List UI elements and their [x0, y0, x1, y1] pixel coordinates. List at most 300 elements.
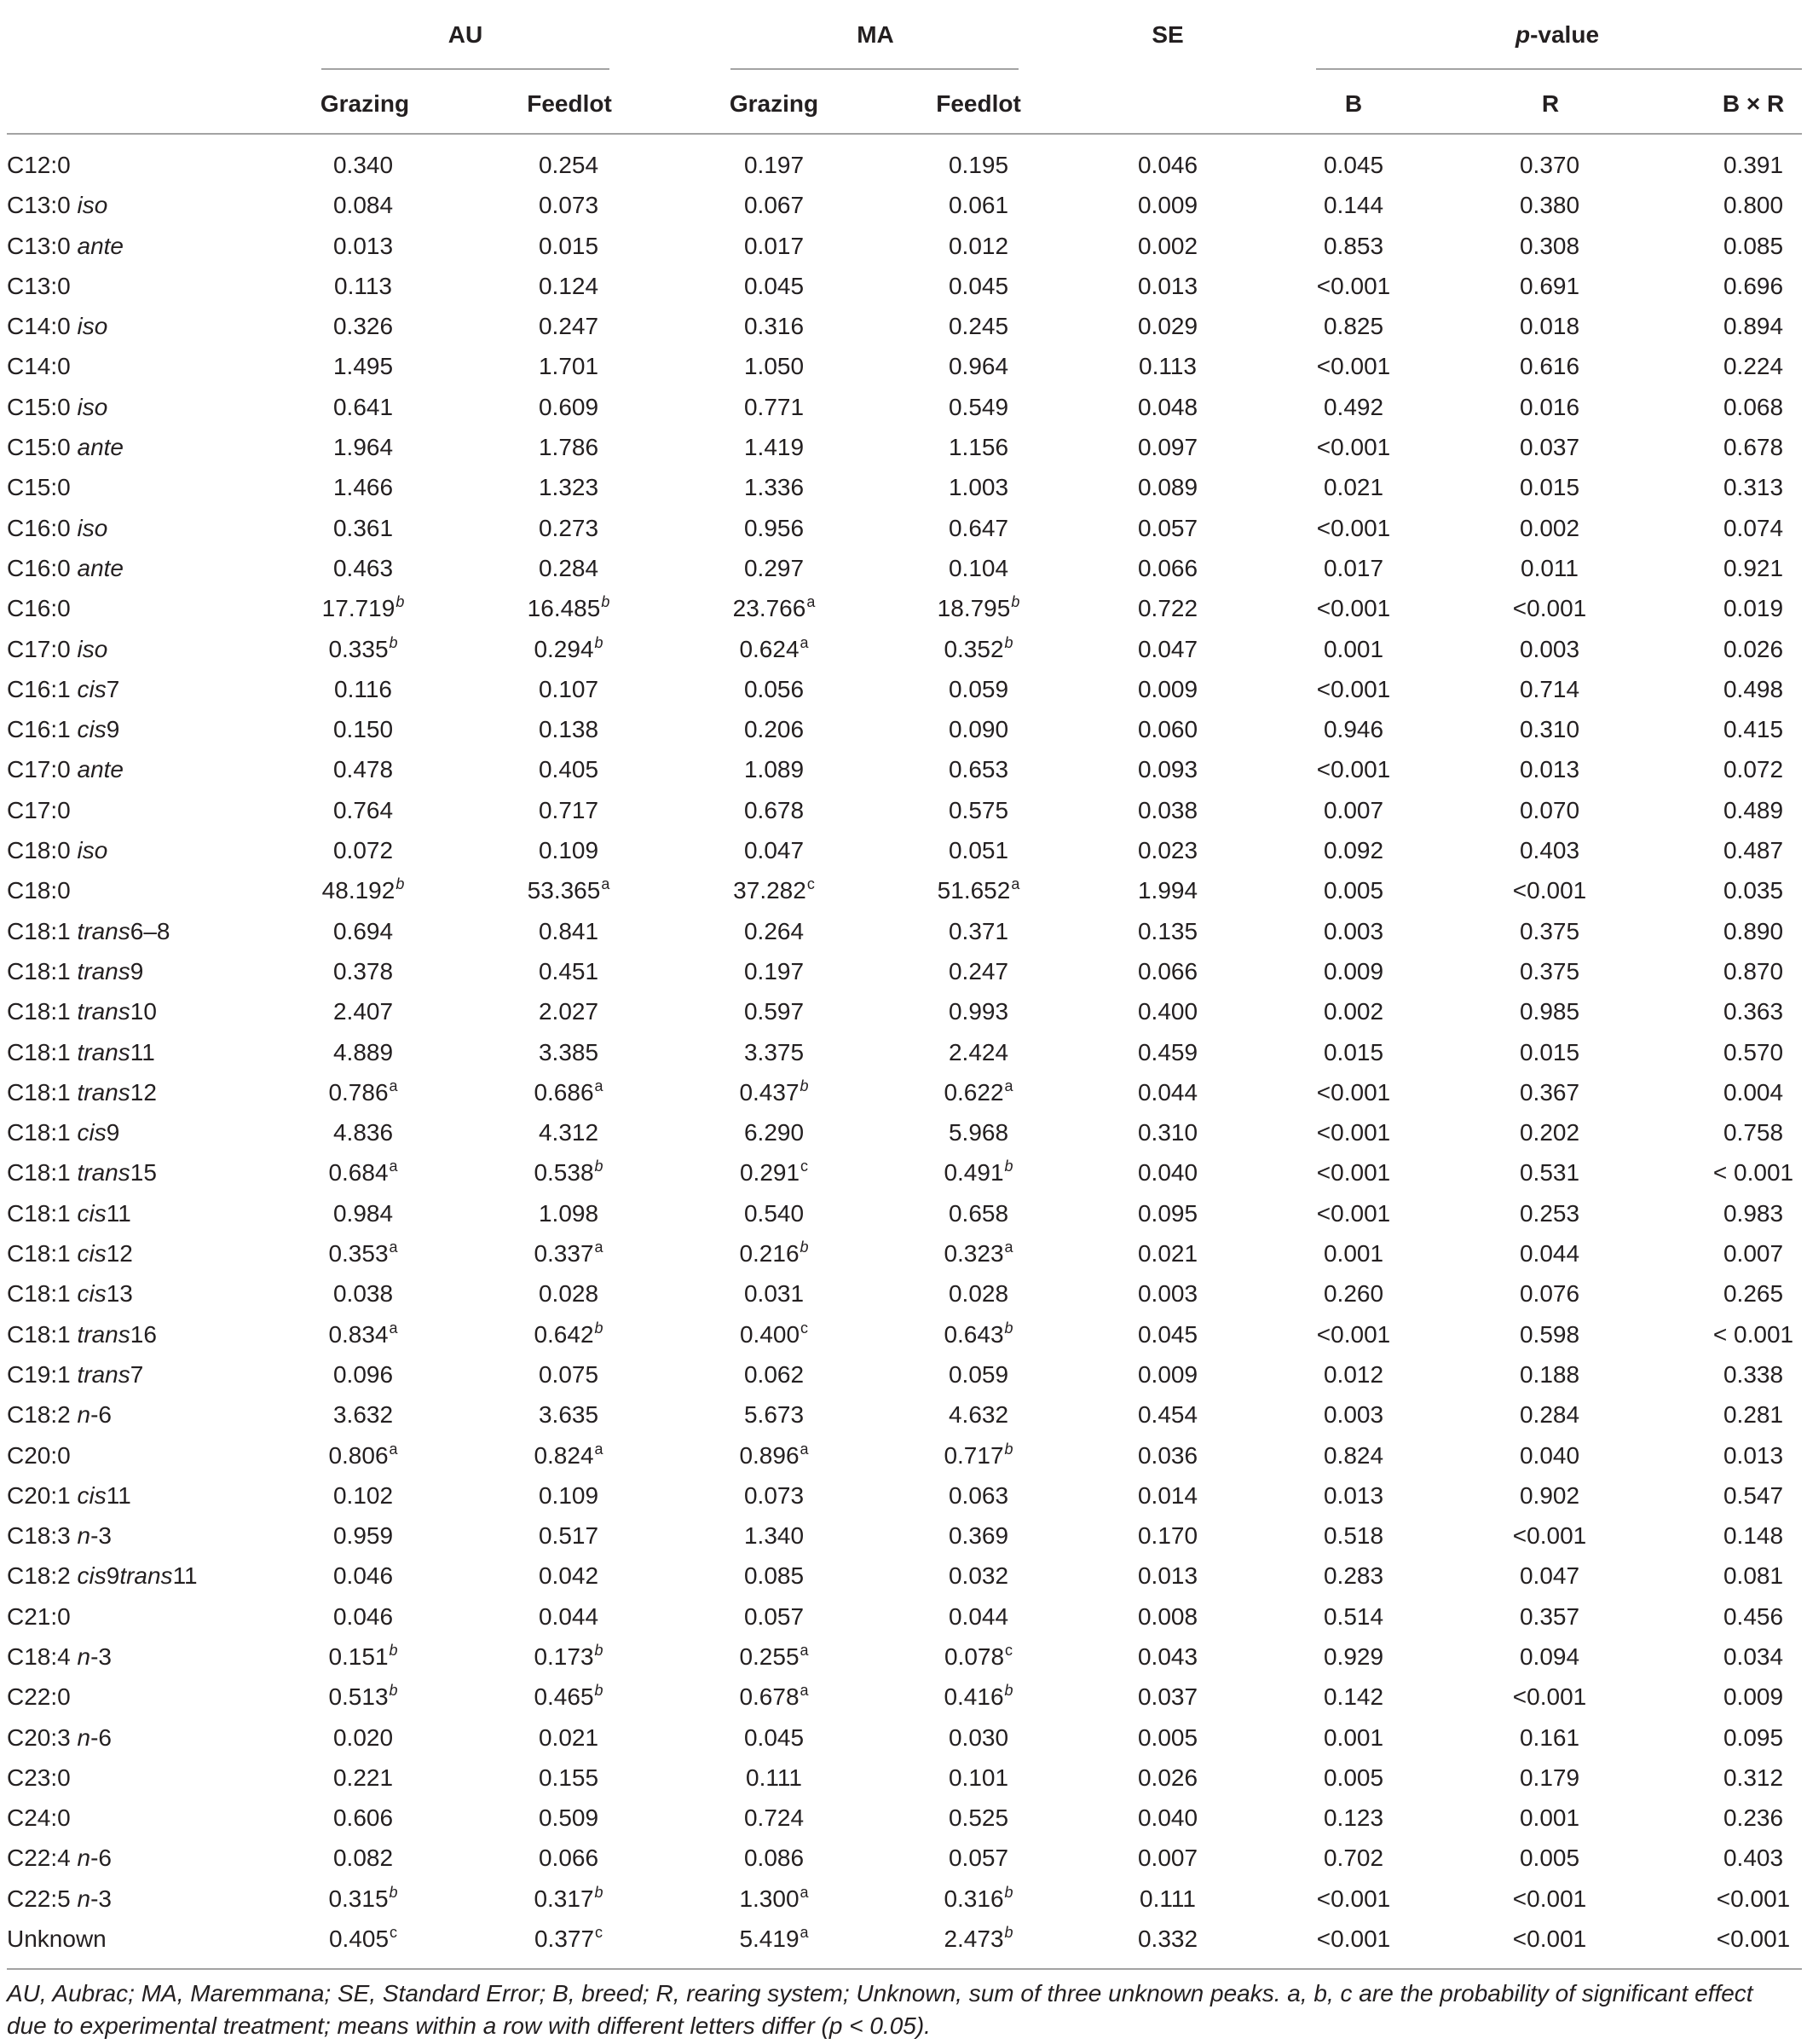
- header-bottom-rule: [7, 133, 1802, 135]
- ma-feedlot-value: [938, 588, 1020, 628]
- p-value-breed: [1324, 991, 1383, 1031]
- ma-grazing-value: [744, 790, 804, 830]
- cell-value: 0.017: [1323, 554, 1384, 581]
- fatty-acid-label: [7, 749, 124, 789]
- p-value-rearing: [1520, 1314, 1579, 1354]
- cell-value: 0.066: [1137, 957, 1198, 984]
- cell-value: 0.016: [1519, 393, 1580, 420]
- label-modifier: iso: [77, 393, 108, 420]
- label-text: C20:0: [7, 1441, 71, 1469]
- label-modifier: iso: [77, 837, 108, 864]
- cell-value: 0.686: [534, 1078, 594, 1106]
- cell-value: 5.673: [743, 1401, 805, 1429]
- cell-value: 0.415: [1723, 716, 1784, 743]
- cell-value: 0.456: [1723, 1602, 1784, 1630]
- p-value-rearing: [1521, 548, 1579, 588]
- significance-letter: a: [806, 593, 816, 611]
- au-feedlot-value: [539, 1394, 598, 1435]
- label-text: C22:0: [7, 1683, 71, 1711]
- cell-value: 2.424: [948, 1038, 1009, 1065]
- cell-value: 0.247: [538, 313, 599, 340]
- au-grazing-value: [333, 1354, 393, 1394]
- cell-value: 17.719: [321, 595, 395, 622]
- ma-feedlot-value: [949, 1597, 1008, 1637]
- label-modifier: ante: [77, 434, 124, 461]
- se-value: [1138, 790, 1198, 830]
- significance-letter: b: [800, 1239, 809, 1256]
- p-value-breed: [1324, 1516, 1383, 1556]
- cell-value: 0.487: [1723, 837, 1784, 864]
- cell-value: 0.021: [538, 1724, 599, 1751]
- footnote-line: due to experimental treatment; means within a row with different letters differ (p < 0.05).: [7, 2012, 931, 2039]
- cell-value: 0.072: [332, 837, 394, 864]
- cell-value: 0.072: [1723, 756, 1784, 783]
- cell-value: 0.038: [332, 1280, 394, 1308]
- p-value-interaction: [1723, 427, 1783, 467]
- fatty-acid-label: [7, 1718, 112, 1758]
- se-value: [1138, 1233, 1198, 1273]
- au-feedlot-value: [539, 1718, 598, 1758]
- cell-value: 4.632: [948, 1401, 1009, 1429]
- significance-letter: b: [594, 1883, 603, 1901]
- ma-grazing-value: [744, 306, 804, 346]
- label-text: C13:0: [7, 192, 78, 219]
- cell-value: 0.012: [1323, 1360, 1384, 1388]
- au-feedlot-value: [539, 1516, 598, 1556]
- fatty-acid-label: [7, 1233, 133, 1273]
- au-grazing-value: [333, 1718, 393, 1758]
- au-grazing-value: [333, 1516, 393, 1556]
- label-text: C18:1: [7, 1280, 78, 1308]
- table-row: [0, 629, 1807, 669]
- significance-letter: a: [800, 1440, 809, 1458]
- p-value-rearing: [1520, 1032, 1579, 1072]
- cell-value: 0.647: [948, 514, 1009, 541]
- cell-value: 0.013: [1723, 1441, 1784, 1469]
- cell-value: 0.371: [948, 917, 1009, 944]
- fatty-acid-label: [7, 951, 143, 991]
- table-row: [0, 1193, 1807, 1233]
- ma-feedlot-value: [949, 830, 1008, 870]
- au-grazing-value: [322, 588, 405, 628]
- au-grazing-value: [333, 991, 393, 1031]
- cell-value: <0.001: [1316, 353, 1391, 380]
- cell-value: 0.598: [1519, 1320, 1580, 1348]
- fatty-acid-label: [7, 427, 124, 467]
- significance-letter: a: [1011, 875, 1020, 893]
- cell-value: 0.123: [1323, 1804, 1384, 1832]
- header-se: SE: [1152, 21, 1184, 48]
- se-value: [1138, 749, 1198, 789]
- cell-value: 0.834: [328, 1320, 389, 1348]
- fatty-acid-label: [7, 548, 124, 588]
- cell-value: 0.015: [1519, 1038, 1580, 1065]
- ma-feedlot-value: [944, 1879, 1013, 1919]
- au-grazing-value: [328, 1152, 397, 1192]
- ma-grazing-value: [744, 1193, 804, 1233]
- ma-feedlot-value: [949, 185, 1008, 225]
- cell-value: 0.622: [944, 1078, 1004, 1106]
- ma-grazing-value: [739, 1637, 808, 1677]
- cell-value: 0.380: [1519, 192, 1580, 219]
- cell-value: 3.385: [538, 1038, 599, 1065]
- cell-value: 0.454: [1137, 1401, 1198, 1429]
- cell-value: 0.044: [1519, 1240, 1580, 1267]
- cell-value: 0.197: [743, 957, 805, 984]
- ma-grazing-value: [744, 1112, 804, 1152]
- ma-grazing-value: [744, 830, 804, 870]
- cell-value: 0.691: [1519, 272, 1580, 299]
- label-text: 16: [130, 1320, 157, 1348]
- ma-grazing-value: [744, 709, 804, 749]
- p-value-rearing: [1520, 1233, 1579, 1273]
- p-value-interaction: [1723, 346, 1783, 386]
- p-value-breed: [1317, 1112, 1390, 1152]
- cell-value: 0.044: [948, 1602, 1009, 1630]
- p-value-breed: [1324, 1637, 1383, 1677]
- cell-value: 0.758: [1723, 1119, 1784, 1146]
- ma-feedlot-value: [949, 1838, 1008, 1878]
- cell-value: 0.155: [538, 1764, 599, 1791]
- cell-value: 0.046: [332, 1562, 394, 1590]
- cell-value: 0.057: [743, 1602, 805, 1630]
- p-value-interaction: [1723, 266, 1783, 306]
- label-text: C13:0: [7, 232, 78, 259]
- label-modifier: ante: [77, 554, 124, 581]
- label-text: -3: [90, 1643, 112, 1670]
- p-value-rearing: [1513, 1879, 1586, 1919]
- table-row: [0, 1394, 1807, 1435]
- ma-feedlot-value: [949, 1032, 1008, 1072]
- se-value: [1138, 427, 1198, 467]
- se-value: [1138, 266, 1198, 306]
- p-value-interaction: [1723, 669, 1783, 709]
- se-value: [1138, 548, 1198, 588]
- cell-value: 0.042: [538, 1562, 599, 1590]
- significance-letter: a: [1004, 1077, 1013, 1094]
- p-value-rearing: [1520, 1838, 1579, 1878]
- label-text: C18:1: [7, 917, 78, 944]
- cell-value: <0.001: [1512, 1926, 1587, 1953]
- label-modifier: n: [77, 1724, 91, 1751]
- significance-letter: a: [389, 1239, 398, 1256]
- ma-grazing-value: [744, 185, 804, 225]
- cell-value: 0.023: [1137, 837, 1198, 864]
- cell-value: 2.473: [944, 1926, 1004, 1953]
- p-value-rearing: [1520, 226, 1579, 266]
- p-value-interaction: [1723, 1354, 1783, 1394]
- se-value: [1138, 1919, 1198, 1959]
- au-grazing-value: [333, 951, 393, 991]
- au-grazing-value: [333, 346, 393, 386]
- au-feedlot-value: [539, 467, 598, 507]
- fatty-acid-label: [7, 830, 107, 870]
- cell-value: 0.255: [739, 1643, 800, 1670]
- au-grazing-value: [328, 1072, 397, 1112]
- cell-value: <0.001: [1316, 434, 1391, 461]
- label-text: C22:5: [7, 1885, 78, 1912]
- p-value-interaction: [1723, 387, 1783, 427]
- ma-feedlot-value: [949, 991, 1008, 1031]
- cell-value: 0.007: [1723, 1240, 1784, 1267]
- au-grazing-value: [333, 790, 393, 830]
- ma-feedlot-value: [949, 467, 1008, 507]
- cell-value: <0.001: [1316, 595, 1391, 622]
- cell-value: 0.335: [328, 635, 389, 662]
- au-feedlot-value: [534, 1919, 603, 1959]
- label-modifier: trans: [77, 1159, 130, 1187]
- cell-value: 0.514: [1323, 1602, 1384, 1630]
- label-modifier: trans: [119, 1562, 173, 1590]
- au-feedlot-value: [539, 548, 598, 588]
- au-grazing-value: [328, 1233, 397, 1273]
- cell-value: 0.013: [1323, 1481, 1384, 1509]
- fatty-acid-label: [7, 508, 107, 548]
- cell-value: 0.005: [1323, 1764, 1384, 1791]
- p-value-interaction: [1713, 1314, 1793, 1354]
- significance-letter: c: [1005, 1641, 1013, 1659]
- fatty-acid-label: [7, 306, 107, 346]
- cell-value: 0.040: [1519, 1441, 1580, 1469]
- au-feedlot-value: [539, 911, 598, 951]
- cell-value: 0.066: [538, 1845, 599, 1872]
- se-value: [1138, 508, 1198, 548]
- label-modifier: trans: [77, 998, 130, 1025]
- label-text: C23:0: [7, 1764, 71, 1791]
- se-value: [1138, 1637, 1198, 1677]
- ma-grazing-value: [739, 1233, 808, 1273]
- p-value-rearing: [1513, 588, 1586, 628]
- cell-value: 0.011: [1521, 554, 1579, 581]
- table-row: [0, 1556, 1807, 1596]
- cell-value: 0.702: [1323, 1845, 1384, 1872]
- cell-value: 0.062: [743, 1360, 805, 1388]
- cell-value: 0.642: [534, 1320, 594, 1348]
- au-grazing-value: [333, 185, 393, 225]
- ma-grazing-value: [744, 387, 804, 427]
- ma-grazing-value: [739, 1677, 808, 1717]
- au-feedlot-value: [539, 709, 598, 749]
- header-au-rule: [321, 68, 609, 70]
- cell-value: 0.019: [1723, 595, 1784, 622]
- cell-value: 0.216: [739, 1240, 800, 1267]
- p-value-rearing: [1520, 951, 1579, 991]
- ma-feedlot-value: [949, 387, 1008, 427]
- cell-value: 0.034: [1723, 1643, 1784, 1670]
- label-text: -3: [90, 1522, 112, 1550]
- cell-value: 1.340: [743, 1522, 805, 1550]
- significance-letter: b: [1004, 1158, 1013, 1175]
- se-value: [1138, 1112, 1198, 1152]
- fatty-acid-label: [7, 991, 157, 1031]
- table-row: [0, 185, 1807, 225]
- cell-value: 0.221: [332, 1764, 394, 1791]
- cell-value: 0.641: [332, 393, 394, 420]
- label-modifier: iso: [77, 635, 108, 662]
- au-grazing-value: [333, 548, 393, 588]
- p-value-rearing: [1520, 346, 1579, 386]
- ma-grazing-value: [739, 1919, 808, 1959]
- table-footnote: [7, 1978, 1753, 2042]
- cell-value: 0.722: [1137, 595, 1198, 622]
- header-au-grazing: Grazing: [320, 90, 410, 117]
- cell-value: 0.353: [328, 1240, 389, 1267]
- table-row: [0, 830, 1807, 870]
- label-text: 9: [106, 1562, 120, 1590]
- p-value-breed: [1324, 226, 1383, 266]
- p-value-interaction: [1723, 588, 1783, 628]
- cell-value: 0.405: [328, 1926, 390, 1953]
- cell-value: 0.173: [534, 1643, 594, 1670]
- cell-value: 0.066: [1137, 554, 1198, 581]
- fatty-acid-label: [7, 1112, 119, 1152]
- cell-value: 0.317: [534, 1885, 594, 1912]
- se-value: [1138, 1556, 1198, 1596]
- ma-grazing-value: [744, 669, 804, 709]
- cell-value: 0.509: [538, 1804, 599, 1832]
- table-row: [0, 548, 1807, 588]
- label-modifier: cis: [77, 1481, 107, 1509]
- p-value-interaction: [1713, 1152, 1793, 1192]
- cell-value: <0.001: [1316, 1119, 1391, 1146]
- se-value: [1138, 1838, 1198, 1878]
- cell-value: 0.367: [1519, 1078, 1580, 1106]
- cell-value: 0.403: [1519, 837, 1580, 864]
- se-value: [1138, 145, 1198, 185]
- label-modifier: cis: [77, 1199, 107, 1227]
- cell-value: <0.001: [1716, 1885, 1791, 1912]
- label-text: C18:1: [7, 1159, 78, 1187]
- au-grazing-value: [328, 1435, 397, 1475]
- label-text: Unknown: [7, 1926, 107, 1953]
- cell-value: 0.717: [538, 796, 599, 823]
- p-value-rearing: [1520, 1637, 1579, 1677]
- cell-value: 0.308: [1519, 232, 1580, 259]
- cell-value: 2.027: [538, 998, 599, 1025]
- significance-letter: a: [800, 1924, 809, 1942]
- cell-value: 0.046: [1137, 152, 1198, 178]
- cell-value: 0.142: [1323, 1683, 1384, 1711]
- cell-value: 0.150: [332, 716, 394, 743]
- au-feedlot-value: [528, 870, 610, 910]
- fatty-acid-label: [7, 1798, 71, 1838]
- cell-value: 0.151: [328, 1643, 389, 1670]
- cell-value: 0.095: [1723, 1724, 1784, 1751]
- p-value-rearing: [1520, 508, 1579, 548]
- cell-value: 0.017: [743, 232, 805, 259]
- cell-value: 51.652: [937, 877, 1011, 904]
- table-row: [0, 1032, 1807, 1072]
- significance-letter: c: [800, 1158, 809, 1175]
- significance-letter: c: [390, 1924, 398, 1942]
- au-grazing-value: [329, 1919, 397, 1959]
- cell-value: 0.002: [1137, 232, 1198, 259]
- cell-value: 3.632: [332, 1401, 394, 1429]
- se-value: [1138, 226, 1198, 266]
- cell-value: 0.045: [743, 272, 805, 299]
- ma-feedlot-value: [949, 790, 1008, 830]
- p-value-rearing: [1520, 669, 1579, 709]
- fatty-acid-label: [7, 1273, 133, 1314]
- cell-value: 0.540: [743, 1199, 805, 1227]
- cell-value: 1.003: [948, 474, 1009, 501]
- fatty-acid-label: [7, 1879, 112, 1919]
- cell-value: 0.044: [538, 1602, 599, 1630]
- cell-value: 1.098: [538, 1199, 599, 1227]
- ma-grazing-value: [744, 911, 804, 951]
- cell-value: 0.338: [1723, 1360, 1784, 1388]
- fatty-acid-label: [7, 870, 71, 910]
- p-value-breed: [1317, 1072, 1390, 1112]
- p-value-interaction: [1723, 1072, 1783, 1112]
- p-value-breed: [1324, 306, 1383, 346]
- p-value-breed: [1317, 1314, 1390, 1354]
- cell-value: 0.946: [1323, 716, 1384, 743]
- cell-value: 4.312: [538, 1119, 599, 1146]
- significance-letter: a: [601, 875, 610, 893]
- cell-value: 3.635: [538, 1401, 599, 1429]
- cell-value: 0.459: [1137, 1038, 1198, 1065]
- table-row: [0, 911, 1807, 951]
- label-modifier: ante: [77, 232, 124, 259]
- p-value-rearing: [1520, 1758, 1579, 1798]
- table-row: [0, 1879, 1807, 1919]
- au-feedlot-value: [539, 387, 598, 427]
- p-value-rearing: [1520, 1112, 1579, 1152]
- significance-letter: a: [389, 1440, 398, 1458]
- cell-value: 0.764: [332, 796, 394, 823]
- fatty-acid-label: [7, 669, 119, 709]
- significance-letter: b: [594, 633, 603, 651]
- cell-value: 0.964: [948, 353, 1009, 380]
- p-value-interaction: [1723, 1718, 1783, 1758]
- cell-value: 1.156: [948, 434, 1009, 461]
- header-p-value-italic: p: [1515, 21, 1531, 48]
- cell-value: 0.113: [334, 272, 392, 299]
- cell-value: 0.337: [534, 1240, 594, 1267]
- label-modifier: trans: [77, 957, 130, 984]
- cell-value: 0.013: [1519, 756, 1580, 783]
- cell-value: 0.525: [948, 1804, 1009, 1832]
- cell-value: 0.104: [948, 554, 1009, 581]
- ma-feedlot-value: [949, 1516, 1008, 1556]
- cell-value: 0.097: [1137, 434, 1198, 461]
- significance-letter: a: [800, 1883, 809, 1901]
- se-value: [1138, 1394, 1198, 1435]
- ma-feedlot-value: [949, 749, 1008, 789]
- p-value-rearing: [1520, 709, 1579, 749]
- cell-value: 0.902: [1519, 1481, 1580, 1509]
- p-value-breed: [1324, 1032, 1383, 1072]
- se-value: [1138, 1354, 1198, 1394]
- p-value-rearing: [1513, 1516, 1586, 1556]
- significance-letter: a: [594, 1077, 603, 1094]
- cell-value: 0.094: [1519, 1643, 1580, 1670]
- cell-value: 0.026: [1137, 1764, 1198, 1791]
- label-text: 15: [130, 1159, 157, 1187]
- se-value: [1138, 830, 1198, 870]
- table-row: [0, 1798, 1807, 1838]
- cell-value: 0.101: [948, 1764, 1009, 1791]
- cell-value: 0.148: [1723, 1522, 1784, 1550]
- cell-value: 0.678: [1723, 434, 1784, 461]
- footnote-line: AU, Aubrac; MA, Maremmana; SE, Standard Error; B, breed; R, rearing system; Unknown, sum of three unknown peaks. a, b, c are the probability of significant effect: [7, 1980, 1753, 2006]
- header-rearing: R: [1541, 90, 1560, 117]
- cell-value: 0.405: [538, 756, 599, 783]
- fatty-acid-label: [7, 1838, 112, 1878]
- cell-value: 0.068: [1723, 393, 1784, 420]
- se-value: [1138, 709, 1198, 749]
